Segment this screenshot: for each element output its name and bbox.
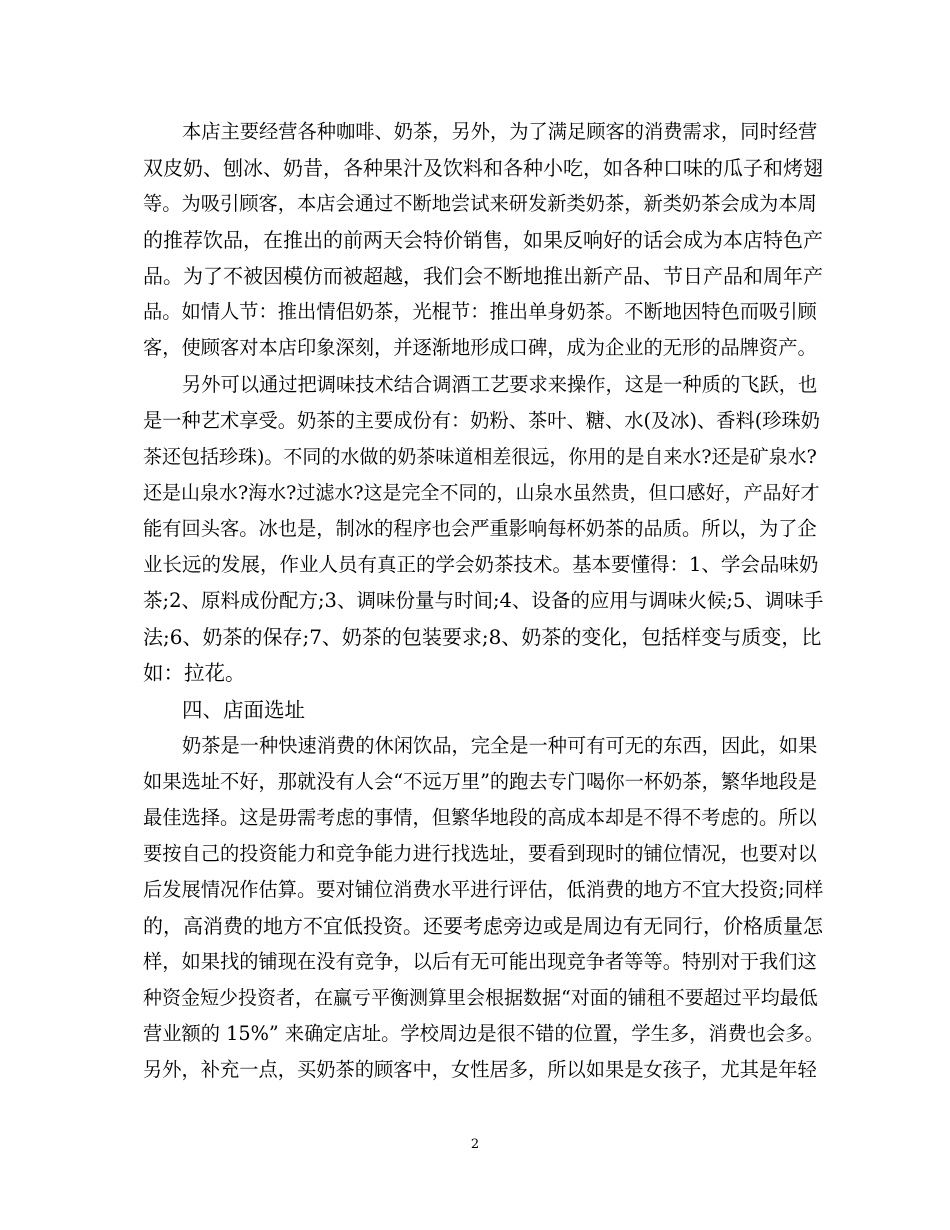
paragraph-line: 种资金短少投资者，在赢亏平衡测算里会根据数据“对面的铺租不要超过平均最低 [143,987,818,1009]
paragraph-line: 品。如情人节：推出情侣奶茶，光棍节：推出单身奶茶。不断地因特色而吸引顾 [143,300,817,323]
page-number: 2 [470,1137,480,1152]
paragraph-line: 品。为了不被因模仿而被超越，我们会不断地推出新产品、节日产品和周年产 [143,264,823,288]
paragraph-line: 样，如果找的铺现在没有竞争，以后有无可能出现竞争者等等。特别对于我们这 [143,950,817,973]
paragraph-line: 双皮奶、刨冰、奶昔，各种果汁及饮料和各种小吃，如各种口味的瓜子和烤翅 [143,156,823,180]
paragraph-line: 本店主要经营各种咖啡、奶茶，另外，为了满足顾客的消费需求，同时经营 [182,120,818,143]
paragraph-line: 营业额的 15%” 来确定店址。学校周边是很不错的位置，学生多，消费也会多。 [143,1022,824,1045]
paragraph-line: 的推荐饮品，在推出的前两天会特价销售，如果反响好的话会成为本店特色产 [143,228,823,252]
paragraph-line: 最佳选择。这是毋需考虑的事情，但繁华地段的高成本却是不得不考虑的。所以 [143,806,817,829]
paragraph-line: 后发展情况作估算。要对铺位消费水平进行评估，低消费的地方不宜大投资;同样 [143,878,824,901]
paragraph-line: 另外，补充一点，买奶茶的顾客中，女性居多，所以如果是女孩子，尤其是年轻 [143,1058,817,1081]
paragraph-line: 是一种艺术享受。奶茶的主要成份有：奶粉、茶叶、糖、水(及冰)、香料(珍珠奶 [143,409,821,432]
paragraph-line: 如果选址不好，那就没有人会“不远万里”的跑去专门喝你一杯奶茶，繁华地段是 [143,770,818,793]
paragraph-line: 茶;2、原料成份配方;3、调味份量与时间;4、设备的应用与调味火候;5、调味手 [143,589,824,612]
paragraph-line: 另外可以通过把调味技术结合调酒工艺要求来操作，这是一种质的飞跃，也 [182,373,818,396]
paragraph-line: 茶还包括珍珠)。不同的水做的奶茶味道相差很远，你用的是自来水?还是矿泉水? [143,446,817,468]
paragraph-line: 法;6、奶茶的保存;7、奶茶的包装要求;8、奶茶的变化，包括样变与质变，比 [143,625,822,649]
paragraph-line: 能有回头客。冰也是，制冰的程序也会严重影响每杯奶茶的品质。所以，为了企 [143,517,817,540]
paragraph-line: 如：拉花。 [143,661,246,685]
paragraph-line: 的，高消费的地方不宜低投资。还要考虑旁边或是周边有无同行，价格质量怎 [143,914,823,938]
paragraph-line: 等。为吸引顾客，本店会通过不断地尝试来研发新类奶茶，新类奶茶会成为本周 [143,192,817,215]
paragraph-line: 奶茶是一种快速消费的休闲饮品，完全是一种可有可无的东西，因此，如果 [182,734,818,757]
section-heading: 四、店面选址 [182,698,305,722]
paragraph-line: 还是山泉水?海水?过滤水?这是完全不同的，山泉水虽然贵，但口感好，产品好才 [143,482,820,504]
paragraph-line: 客，使顾客对本店印象深刻，并逐渐地形成口碑，成为企业的无形的品牌资产。 [143,336,817,359]
paragraph-line: 业长远的发展，作业人员有真正的学会奶茶技术。基本要懂得：1、学会品味奶 [143,553,819,576]
paragraph-line: 要按自己的投资能力和竞争能力进行找选址，要看到现时的铺位情况，也要对以 [143,842,817,865]
